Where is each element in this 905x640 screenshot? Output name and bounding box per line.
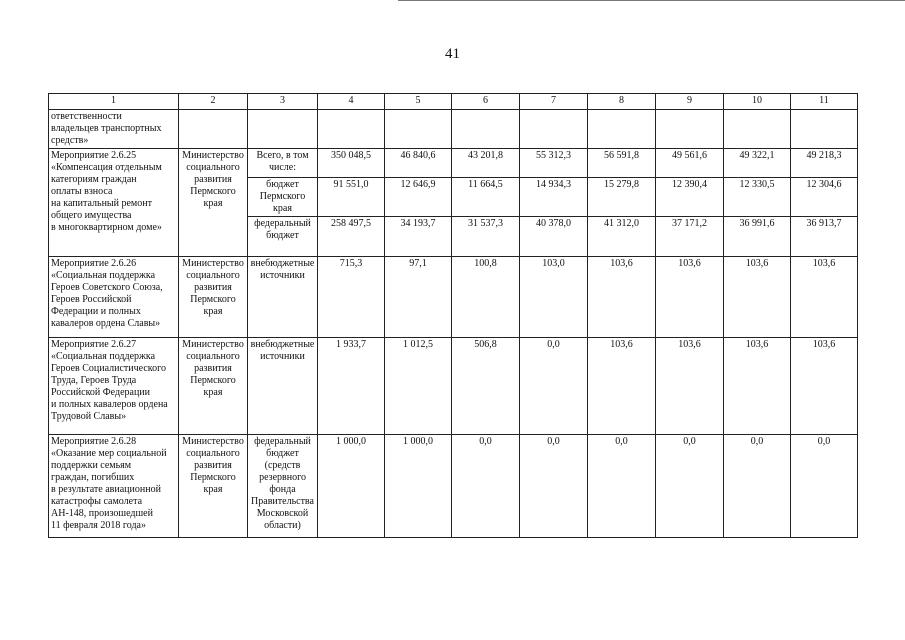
budget-table (48, 93, 858, 538)
funding-source: Всего, в том числе: (248, 149, 318, 178)
value-cell: 55 312,3 (520, 149, 588, 178)
header-cell: 8 (588, 94, 656, 110)
value-cell: 103,6 (791, 257, 858, 338)
value-cell: 97,1 (385, 257, 452, 338)
top-rule (398, 0, 905, 1)
value-cell (656, 110, 724, 149)
executor (179, 110, 248, 149)
value-cell: 14 934,3 (520, 178, 588, 217)
funding-source: федеральный бюджет (248, 217, 318, 257)
value-cell: 100,8 (452, 257, 520, 338)
header-cell: 2 (179, 94, 248, 110)
value-cell: 0,0 (791, 435, 858, 538)
header-cell: 9 (656, 94, 724, 110)
value-cell: 350 048,5 (318, 149, 385, 178)
value-cell: 36 913,7 (791, 217, 858, 257)
value-cell: 31 537,3 (452, 217, 520, 257)
value-cell: 1 012,5 (385, 338, 452, 435)
measure-name: ответственности владельцев транспортных средств» (49, 110, 179, 149)
funding-source: внебюджетные источники (248, 338, 318, 435)
value-cell (588, 110, 656, 149)
table-row (49, 435, 858, 538)
value-cell: 12 390,4 (656, 178, 724, 217)
value-cell: 12 646,9 (385, 178, 452, 217)
header-cell: 10 (724, 94, 791, 110)
value-cell: 103,6 (588, 338, 656, 435)
value-cell: 0,0 (656, 435, 724, 538)
funding-source: бюджет Пермского края (248, 178, 318, 217)
value-cell: 103,6 (588, 257, 656, 338)
header-row (49, 94, 858, 110)
header-cell: 6 (452, 94, 520, 110)
value-cell: 506,8 (452, 338, 520, 435)
header-cell: 1 (49, 94, 179, 110)
header-cell: 4 (318, 94, 385, 110)
value-cell: 11 664,5 (452, 178, 520, 217)
measure-name: Мероприятие 2.6.28 «Оказание мер социальной поддержки семьям граждан, погибших в результате авиационной катастрофы самолета АН-148, произошедшей 11 февраля 2018 года» (49, 435, 179, 538)
value-cell: 103,6 (724, 338, 791, 435)
value-cell: 1 000,0 (385, 435, 452, 538)
measure-name: Мероприятие 2.6.25 «Компенсация отдельным категориям граждан оплаты взноса на капитальный ремонт общего имущества в многоквартирном доме» (49, 149, 179, 257)
value-cell: 1 933,7 (318, 338, 385, 435)
measure-name: Мероприятие 2.6.27 «Социальная поддержка Героев Социалистического Труда, Героев Труда Российской Федерации и полных кавалеров ордена Трудовой Славы» (49, 338, 179, 435)
value-cell: 40 378,0 (520, 217, 588, 257)
value-cell (385, 110, 452, 149)
value-cell: 12 304,6 (791, 178, 858, 217)
value-cell: 103,0 (520, 257, 588, 338)
page-number: 41 (445, 46, 460, 62)
value-cell: 41 312,0 (588, 217, 656, 257)
measure-name: Мероприятие 2.6.26 «Социальная поддержка Героев Советского Союза, Героев Российской Федерации и полных кавалеров ордена Славы» (49, 257, 179, 338)
value-cell: 1 000,0 (318, 435, 385, 538)
table-row (49, 149, 858, 178)
value-cell: 46 840,6 (385, 149, 452, 178)
value-cell: 715,3 (318, 257, 385, 338)
executor: Министерство социального развития Пермского края (179, 435, 248, 538)
value-cell: 15 279,8 (588, 178, 656, 217)
value-cell: 258 497,5 (318, 217, 385, 257)
table-row (49, 110, 858, 149)
value-cell: 0,0 (724, 435, 791, 538)
value-cell (452, 110, 520, 149)
value-cell: 0,0 (520, 435, 588, 538)
value-cell: 91 551,0 (318, 178, 385, 217)
header-cell: 3 (248, 94, 318, 110)
funding-source: внебюджетные источники (248, 257, 318, 338)
value-cell: 0,0 (520, 338, 588, 435)
executor: Министерство социального развития Пермского края (179, 149, 248, 257)
value-cell (724, 110, 791, 149)
value-cell: 36 991,6 (724, 217, 791, 257)
funding-source: федеральный бюджет (средств резервного фонда Правительства Московской области) (248, 435, 318, 538)
value-cell: 103,6 (656, 257, 724, 338)
table-body (49, 94, 858, 538)
value-cell (520, 110, 588, 149)
value-cell (318, 110, 385, 149)
value-cell: 34 193,7 (385, 217, 452, 257)
value-cell: 49 218,3 (791, 149, 858, 178)
table-row (49, 338, 858, 435)
table-row (49, 257, 858, 338)
executor: Министерство социального развития Пермского края (179, 257, 248, 338)
value-cell: 43 201,8 (452, 149, 520, 178)
value-cell: 37 171,2 (656, 217, 724, 257)
header-cell: 7 (520, 94, 588, 110)
value-cell: 12 330,5 (724, 178, 791, 217)
value-cell: 49 322,1 (724, 149, 791, 178)
header-cell: 5 (385, 94, 452, 110)
value-cell (791, 110, 858, 149)
value-cell: 56 591,8 (588, 149, 656, 178)
value-cell: 0,0 (588, 435, 656, 538)
header-cell: 11 (791, 94, 858, 110)
value-cell: 103,6 (656, 338, 724, 435)
executor: Министерство социального развития Пермского края (179, 338, 248, 435)
value-cell: 103,6 (791, 338, 858, 435)
value-cell: 49 561,6 (656, 149, 724, 178)
value-cell: 0,0 (452, 435, 520, 538)
funding-source (248, 110, 318, 149)
value-cell: 103,6 (724, 257, 791, 338)
